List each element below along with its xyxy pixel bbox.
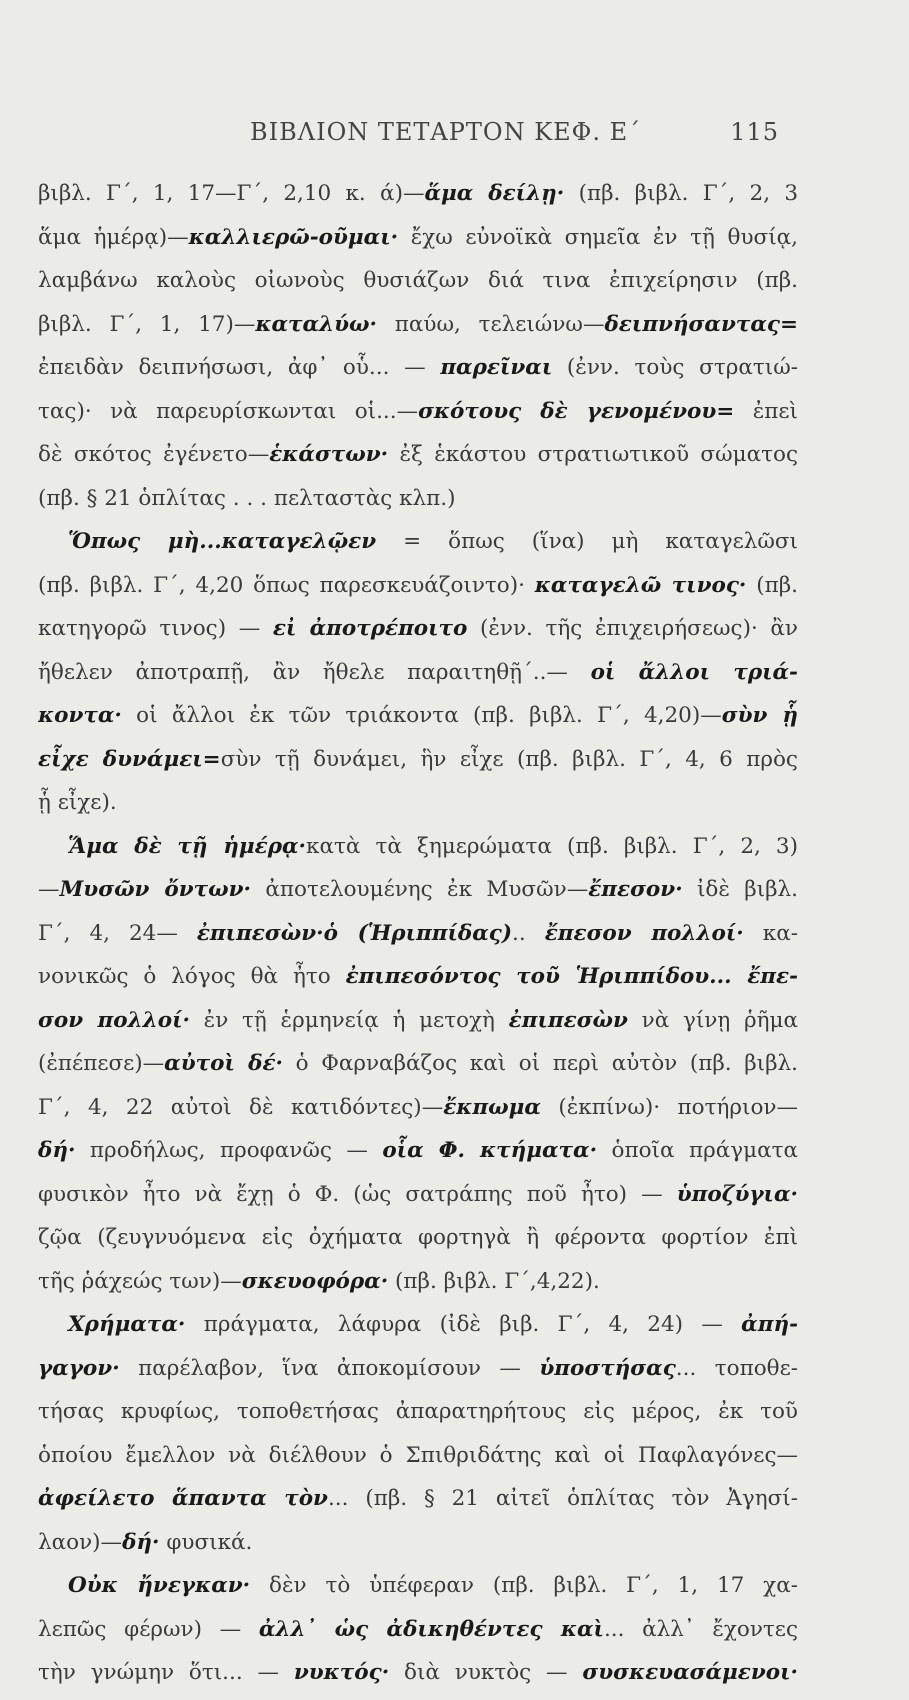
text-line: —Μυσῶν ὄντων· ἀποτελουμένης ἐκ Μυσῶν—ἔπεσον· ἰδὲ βιβλ. [38, 877, 798, 902]
headword: ὑποστήσας [539, 1355, 676, 1381]
running-title: ΒΙΒΛΙΟΝ ΤΕΤΑΡΤΟΝ ΚΕΦ. Ε΄ [250, 118, 642, 146]
text-line: εἶχε δυνάμει=σὺν τῇ δυνάμει, ἣν εἶχε (πβ. βιβλ. Γ΄, 4, 6 πρὸς [38, 746, 798, 772]
headword: σκευοφόρα· [241, 1268, 389, 1294]
headword: Μυσῶν ὄντων· [59, 877, 252, 902]
text-line: ἐπειδὰν δειπνήσωσι, ἀφ᾿ οὗ... — παρεῖναι (ἐνν. τοὺς στρατιώ- [38, 355, 798, 380]
page-number: 115 [730, 118, 779, 146]
headword: γαγον· [38, 1355, 120, 1381]
text-line: ὁποίου ἔμελλον νὰ διέλθουν ὁ Σπιθριδάτης καὶ οἱ Παφλαγόνες— [38, 1442, 798, 1468]
text-line: Οὐκ ἤνεγκαν· δὲν τὸ ὑπέφεραν (πβ. βιβλ. Γ΄, 1, 17 χα- [68, 1573, 798, 1598]
headword: ἔπεσον· [588, 877, 683, 902]
headword: εἰ ἀποτρέποιτο [272, 616, 468, 641]
text-line: τας)· νὰ παρευρίσκωνται οἱ...—σκότους δὲ γενομένου= ἐπεὶ [38, 398, 798, 424]
text-line: Χρήματα· πράγματα, λάφυρα (ἰδὲ βιβ. Γ΄, 4, 24) — ἀπή- [68, 1312, 798, 1337]
headword: δειπνήσαντας= [604, 311, 798, 337]
text-line: φυσικὸν ἦτο νὰ ἔχῃ ὁ Φ. (ὡς σατράπης ποῦ ἦτο) — ὑποζύγια· [38, 1181, 798, 1207]
headword: οἱ ἄλλοι τριά- [590, 659, 798, 685]
headword: ἅμα δείλῃ· [424, 181, 565, 206]
text-line: (πβ. βιβλ. Γ΄, 4,20 ὅπως παρεσκευάζοιντο)· καταγελῶ τινος· (πβ. [38, 572, 798, 598]
headword: συσκευασάμενοι· [582, 1660, 798, 1685]
text-line: ἤθελεν ἀποτραπῇ, ἂν ἤθελε παραιτηθῇ΄..— οἱ ἄλλοι τριά- [38, 659, 798, 685]
headword: σον πολλοί· [38, 1007, 190, 1033]
headword: Ἅμα δὲ τῇ ἡμέρᾳ· [68, 833, 307, 859]
headword: νυκτός· [293, 1660, 390, 1685]
headword: ὑποζύγια· [676, 1181, 798, 1207]
text-line: Γ΄, 4, 24— ἐπιπεσὼν·ὁ (Ἡριππίδας).. ἔπεσον πολλοί· κα- [38, 920, 798, 946]
headword: ἔπεσον πολλοί· [544, 920, 744, 946]
text-line: κοντα· οἱ ἄλλοι ἐκ τῶν τριάκοντα (πβ. βιβλ. Γ΄, 4,20)—σὺν ᾗ [38, 703, 798, 728]
text-line: τῆς ῥάχεώς των)—σκευοφόρα· (πβ. βιβλ. Γ΄,4,22). [38, 1268, 600, 1294]
headword: ἀλλ᾿ ὡς ἀδικηθέντες καὶ [258, 1616, 604, 1642]
headword: Χρήματα· [68, 1312, 186, 1337]
headword: καταλύω· [255, 311, 377, 337]
headword: ἑκάστων· [269, 442, 389, 467]
text-line: Γ΄, 4, 22 αὐτοὶ δὲ κατιδόντες)—ἔκπωμα (ἐκπίνω)· ποτήριον— [38, 1094, 798, 1120]
text-line: ἅμα ἡμέρᾳ)—καλλιερῶ-οῦμαι· ἔχω εὐνοϊκὰ σημεῖα ἐν τῇ θυσίᾳ, [38, 224, 798, 250]
text-line: τήσας κρυφίως, τοποθετήσας ἀπαρατηρήτους εἰς μέρος, ἐκ τοῦ [38, 1399, 798, 1424]
text-line: βιβλ. Γ΄, 1, 17)—καταλύω· παύω, τελειώνω—δειπνήσαντας= [38, 311, 798, 337]
text-line: Ὅπως μὴ...καταγελῷεν = ὅπως (ἵνα) μὴ καταγελῶσι [68, 529, 798, 554]
headword: καταγελῶ τινος· [534, 572, 747, 598]
headword: ἔκπωμα [443, 1094, 541, 1120]
text-line: λεπῶς φέρων) — ἀλλ᾿ ὡς ἀδικηθέντες καὶ... ἀλλ᾿ ἔχοντες [38, 1616, 798, 1642]
headword: καλλιερῶ-οῦμαι· [188, 224, 399, 250]
text-line: (πβ. § 21 ὁπλίτας . . . πελταστὰς κλπ.) [38, 485, 456, 511]
text-line: σον πολλοί· ἐν τῇ ἑρμηνείᾳ ἡ μετοχὴ ἐπιπεσὼν νὰ γίνῃ ῥῆμα [38, 1007, 798, 1033]
running-head [0, 118, 909, 154]
text-line: ἀφείλετο ἅπαντα τὸν... (πβ. § 21 αἰτεῖ ὁπλίτας τὸν Ἀγησί- [38, 1486, 798, 1511]
text-line: νονικῶς ὁ λόγος θὰ ἦτο ἐπιπεσόντος τοῦ Ἡριππίδου... ἔπε- [38, 964, 798, 989]
text-line: κατηγορῶ τινος) — εἰ ἀποτρέποιτο (ἐνν. τῆς ἐπιχειρήσεως)· ἂν [38, 616, 798, 641]
headword: παρεῖναι [440, 355, 553, 380]
headword: ἀφείλετο ἅπαντα τὸν [38, 1486, 328, 1511]
headword: ἐπιπεσὼν·ὁ (Ἡριππίδας) [196, 920, 513, 946]
text-line: γαγον· παρέλαβον, ἵνα ἀποκομίσουν — ὑποστήσας... τοποθε- [38, 1355, 798, 1381]
headword: αὐτοὶ δέ· [164, 1051, 284, 1076]
text-line: δὲ σκότος ἐγένετο—ἑκάστων· ἐξ ἑκάστου στρατιωτικοῦ σώματος [38, 442, 798, 467]
text-line: λαον)—δή· φυσικά. [38, 1529, 253, 1555]
body-text [38, 177, 798, 1700]
headword: ἐπιπεσὼν [508, 1007, 628, 1033]
text-line: λαμβάνω καλοὺς οἰωνοὺς θυσιάζων διά τινα ἐπιχείρησιν (πβ. [38, 268, 798, 293]
headword: κοντα· [38, 703, 122, 728]
headword: δή· [38, 1138, 76, 1163]
headword: σὺν ᾗ [721, 703, 798, 728]
headword: εἶχε δυνάμει= [38, 746, 221, 772]
headword: Οὐκ ἤνεγκαν· [68, 1573, 251, 1598]
headword: δή· [122, 1529, 160, 1555]
text-line: (ἐπέπεσε)—αὐτοὶ δέ· ὁ Φαρναβάζος καὶ οἱ περὶ αὐτὸν (πβ. βιβλ. [38, 1051, 798, 1076]
headword: οἷα Φ. κτήματα· [382, 1138, 598, 1163]
text-line: δή· προδήλως, προφανῶς — οἷα Φ. κτήματα· ὁποῖα πράγματα [38, 1138, 798, 1163]
text-line: τὴν γνώμην ὅτι... — νυκτός· διὰ νυκτὸς — συσκευασάμενοι· [38, 1660, 798, 1685]
headword: ἀπή- [741, 1312, 798, 1337]
headword: ἐπιπεσόντος τοῦ Ἡριππίδου... ἔπε- [345, 964, 798, 989]
text-line: βιβλ. Γ΄, 1, 17—Γ΄, 2,10 κ. ά)—ἅμα δείλῃ· (πβ. βιβλ. Γ΄, 2, 3 [38, 181, 798, 206]
headword: σκότους δὲ γενομένου= [418, 398, 735, 424]
text-line: ᾗ εἶχε). [38, 790, 117, 815]
text-line: ζῷα (ζευγνυόμενα εἰς ὀχήματα φορτηγὰ ἢ φέροντα φορτίον ἐπὶ [38, 1225, 798, 1250]
headword: Ὅπως μὴ...καταγελῷεν [68, 529, 377, 554]
text-line: Ἅμα δὲ τῇ ἡμέρᾳ·κατὰ τὰ ξημερώματα (πβ. βιβλ. Γ΄, 2, 3) [68, 833, 798, 859]
